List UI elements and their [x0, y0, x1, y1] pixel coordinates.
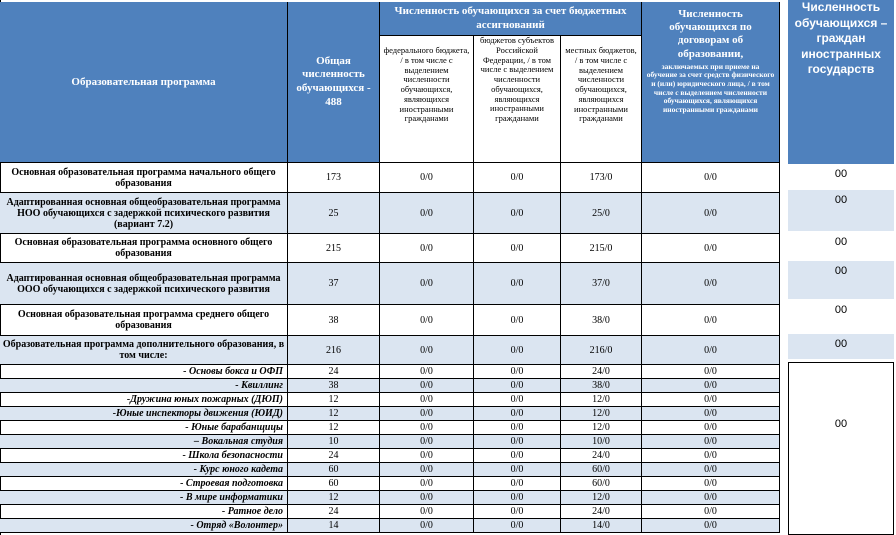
total-count: 38 — [288, 379, 380, 393]
program-name: - Школа безопасности — [0, 449, 288, 463]
federal-count: 0/0 — [380, 491, 474, 505]
local-count: 37/0 — [561, 263, 642, 305]
total-count: 24 — [288, 505, 380, 519]
program-name: - Основы бокса и ОФП — [0, 365, 288, 379]
contract-count: 0/0 — [642, 305, 780, 336]
total-count: 12 — [288, 491, 380, 505]
subjects-count: 0/0 — [474, 379, 561, 393]
total-count: 12 — [288, 393, 380, 407]
total-count: 173 — [288, 163, 380, 193]
header-contract — [642, 2, 780, 163]
program-name: - Юные барабанщицы — [0, 421, 288, 435]
header-subjects: бюджетов субъектов Российской Федерации, / в том числе с выделением численности обучающихся, являющихся иностранными гражданами — [474, 36, 561, 163]
subjects-count: 0/0 — [474, 407, 561, 421]
subjects-count: 0/0 — [474, 463, 561, 477]
contract-count: 0/0 — [642, 263, 780, 305]
header-federal: федерального бюджета, / в том числе с выделением численности обучающихся, являющихся иностранными гражданами — [380, 36, 474, 163]
local-count: 215/0 — [561, 234, 642, 263]
program-name: -Юные инспекторы движения (ЮИД) — [0, 407, 288, 421]
federal-count: 0/0 — [380, 421, 474, 435]
subjects-count: 0/0 — [474, 435, 561, 449]
subjects-count: 0/0 — [474, 263, 561, 305]
total-count: 24 — [288, 449, 380, 463]
foreign-value: 00 — [788, 232, 894, 261]
local-count: 24/0 — [561, 505, 642, 519]
total-count: 24 — [288, 365, 380, 379]
total-count: 10 — [288, 435, 380, 449]
total-count: 25 — [288, 193, 380, 234]
foreign-value: 00 — [788, 300, 894, 334]
federal-count: 0/0 — [380, 393, 474, 407]
header-contract-main: Численность обучающихся по договорам об образовании, — [669, 8, 752, 60]
contract-count: 0/0 — [642, 393, 780, 407]
subjects-count: 0/0 — [474, 336, 561, 365]
foreign-value: 00 — [788, 164, 894, 190]
total-count: 12 — [288, 407, 380, 421]
foreign-value: 00 — [788, 190, 894, 232]
local-count: 24/0 — [561, 449, 642, 463]
contract-count: 0/0 — [642, 463, 780, 477]
federal-count: 0/0 — [380, 263, 474, 305]
program-name: Адаптированная основная общеобразовательная программа ООО обучающихся с задержкой психического развития — [0, 263, 288, 305]
federal-count: 0/0 — [380, 379, 474, 393]
local-count: 173/0 — [561, 163, 642, 193]
program-name: Образовательная программа дополнительного образования, в том числе: — [0, 336, 288, 365]
program-name: Адаптированная основная общеобразовательная программа НОО обучающихся с задержкой психического развития (вариант 7.2) — [0, 193, 288, 234]
federal-count: 0/0 — [380, 234, 474, 263]
local-count: 12/0 — [561, 407, 642, 421]
local-count: 10/0 — [561, 435, 642, 449]
local-count: 60/0 — [561, 477, 642, 491]
program-name: Основная образовательная программа среднего общего образования — [0, 305, 288, 336]
contract-count: 0/0 — [642, 336, 780, 365]
federal-count: 0/0 — [380, 365, 474, 379]
local-count: 60/0 — [561, 463, 642, 477]
contract-count: 0/0 — [642, 163, 780, 193]
contract-count: 0/0 — [642, 421, 780, 435]
total-count: 38 — [288, 305, 380, 336]
federal-count: 0/0 — [380, 449, 474, 463]
contract-count: 0/0 — [642, 193, 780, 234]
federal-count: 0/0 — [380, 477, 474, 491]
contract-count: 0/0 — [642, 505, 780, 519]
foreign-value: 00 — [788, 334, 894, 360]
program-name: - Ратное дело — [0, 505, 288, 519]
total-count: 216 — [288, 336, 380, 365]
federal-count: 0/0 — [380, 336, 474, 365]
federal-count: 0/0 — [380, 519, 474, 533]
subjects-count: 0/0 — [474, 505, 561, 519]
contract-count: 0/0 — [642, 407, 780, 421]
local-count: 25/0 — [561, 193, 642, 234]
total-count: 215 — [288, 234, 380, 263]
local-count: 38/0 — [561, 305, 642, 336]
federal-count: 0/0 — [380, 435, 474, 449]
total-count: 12 — [288, 421, 380, 435]
contract-count: 0/0 — [642, 234, 780, 263]
local-count: 12/0 — [561, 491, 642, 505]
total-count: 60 — [288, 477, 380, 491]
program-name: - Строевая подготовка — [0, 477, 288, 491]
foreign-value: 00 — [788, 362, 894, 535]
contract-count: 0/0 — [642, 491, 780, 505]
local-count: 14/0 — [561, 519, 642, 533]
header-foreign: Численность обучающихся – граждан иностранных государств — [788, 0, 894, 164]
local-count: 12/0 — [561, 421, 642, 435]
local-count: 216/0 — [561, 336, 642, 365]
header-contract-detail: заключаемых при приеме на обучение за счет средств физического и (или) юридического лица, / в том числе с выделением численности обучающихся, являющихся иностранными гражданами — [646, 61, 775, 114]
program-name: - В мире информатики — [0, 491, 288, 505]
local-count: 24/0 — [561, 365, 642, 379]
subjects-count: 0/0 — [474, 163, 561, 193]
program-name: Основная образовательная программа начального общего образования — [0, 163, 288, 193]
header-program: Образовательная программа — [0, 2, 288, 163]
subjects-count: 0/0 — [474, 393, 561, 407]
subjects-count: 0/0 — [474, 193, 561, 234]
program-name: Основная образовательная программа основного общего образования — [0, 234, 288, 263]
local-count: 38/0 — [561, 379, 642, 393]
header-budget-group: Численность обучающихся за счет бюджетных ассигнований — [380, 2, 642, 36]
program-name: - Квиллинг — [0, 379, 288, 393]
federal-count: 0/0 — [380, 193, 474, 234]
contract-count: 0/0 — [642, 379, 780, 393]
program-name: – Вокальная студия — [0, 435, 288, 449]
subjects-count: 0/0 — [474, 305, 561, 336]
subjects-count: 0/0 — [474, 491, 561, 505]
foreign-value: 00 — [788, 261, 894, 300]
subjects-count: 0/0 — [474, 421, 561, 435]
federal-count: 0/0 — [380, 407, 474, 421]
contract-count: 0/0 — [642, 435, 780, 449]
federal-count: 0/0 — [380, 463, 474, 477]
program-name: -Дружина юных пожарных (ДЮП) — [0, 393, 288, 407]
subjects-count: 0/0 — [474, 477, 561, 491]
subjects-count: 0/0 — [474, 519, 561, 533]
subjects-count: 0/0 — [474, 365, 561, 379]
contract-count: 0/0 — [642, 477, 780, 491]
federal-count: 0/0 — [380, 163, 474, 193]
federal-count: 0/0 — [380, 505, 474, 519]
program-name: - Курс юного кадета — [0, 463, 288, 477]
total-count: 14 — [288, 519, 380, 533]
contract-count: 0/0 — [642, 365, 780, 379]
header-local: местных бюджетов, / в том числе с выделением численности обучающихся, являющихся иностранными гражданами — [561, 36, 642, 163]
subjects-count: 0/0 — [474, 449, 561, 463]
contract-count: 0/0 — [642, 449, 780, 463]
total-count: 37 — [288, 263, 380, 305]
header-total: Общая численность обучающихся - 488 — [288, 2, 380, 163]
subjects-count: 0/0 — [474, 234, 561, 263]
total-count: 60 — [288, 463, 380, 477]
program-name: - Отряд «Волонтер» — [0, 519, 288, 533]
federal-count: 0/0 — [380, 305, 474, 336]
contract-count: 0/0 — [642, 519, 780, 533]
local-count: 12/0 — [561, 393, 642, 407]
